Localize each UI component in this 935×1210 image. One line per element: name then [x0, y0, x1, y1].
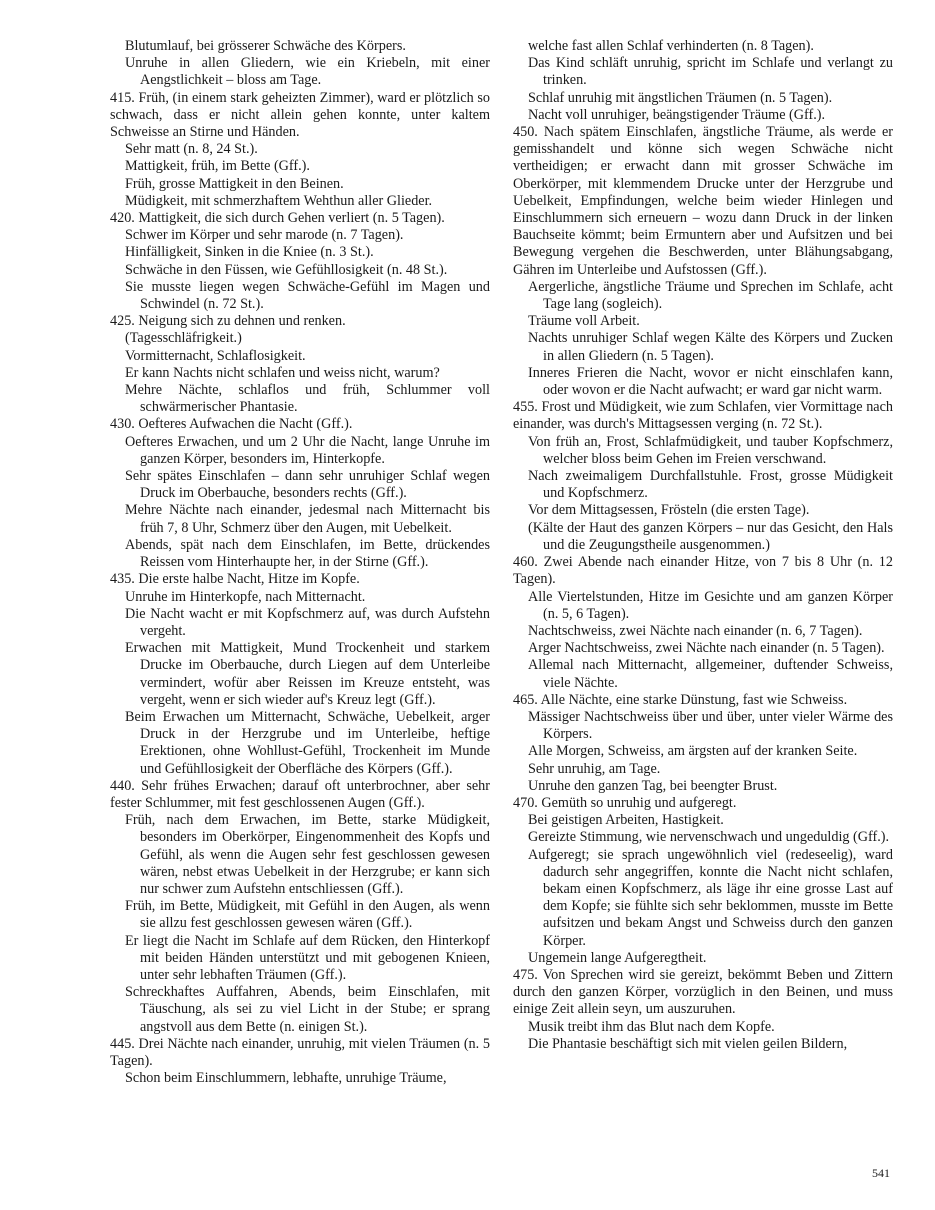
symptom-line: Das Kind schläft unruhig, spricht im Schlafe und verlangt zu trinken. — [528, 55, 893, 89]
symptom-line: Allemal nach Mitternacht, allgemeiner, duftender Schweiss, viele Nächte. — [528, 657, 893, 691]
symptom-line: Bei geistigen Arbeiten, Hastigkeit. — [528, 812, 724, 829]
page-number: 541 — [872, 1166, 890, 1180]
symptom-line: Nachts unruhiger Schlaf wegen Kälte des Körpers und Zucken in allen Gliedern (n. 5 Tagen). — [528, 330, 893, 364]
symptom-line: Schon beim Einschlummern, lebhafte, unruhige Träume, — [125, 1070, 447, 1087]
symptom-line: welche fast allen Schlaf verhinderten (n. 8 Tagen). — [528, 38, 814, 54]
symptom-line: Unruhe den ganzen Tag, bei beengter Brust. — [528, 777, 778, 794]
symptom-line: Ungemein lange Aufgeregtheit. — [528, 949, 707, 966]
symptom-line: Früh, grosse Mattigkeit in den Beinen. — [125, 175, 344, 192]
symptom-line: (Tagesschläfrigkeit.) — [125, 330, 242, 347]
numbered-entry: 455. Frost und Müdigkeit, wie zum Schlafen, vier Vormittage nach einander, was durch's Mittagsessen verging (n. 72 St.). — [513, 399, 893, 433]
symptom-line: Mehre Nächte, schlaflos und früh, Schlummer voll schwärmerischer Phantasie. — [125, 382, 490, 416]
numbered-entry: 450. Nach spätem Einschlafen, ängstliche Träume, als werde er gemisshandelt und könne sich wegen Schwäche nicht vertheidigen; er erwacht dann mit grosser Schwäche im Oberkörper, mit klemmendem Drucke unter der Herzgrube und Uebelkeit, Empfindungen, welche beim wieder Hinlegen und Einschlummern sich erneuern – wozu dann Druck in der linken Bauchseite kömmt; beim Ermuntern aber und Aufsitzen und bei Bewegung vergehen die Beschwerden, unter Blähungsabgang, Gähren im Unterleibe und Aufstossen (Gff.). — [513, 124, 893, 278]
symptom-line: Früh, nach dem Erwachen, im Bette, starke Müdigkeit, besonders im Oberkörper, Eingenommenheit des Kopfs und Gefühl, als wenn die Augen sehr fest geschlossen gewesen wären, nebst etwas Uebelkeit in der Herzgrube; er kann sich nur schwer zum Aufstehn entschliessen (Gff.). — [125, 812, 490, 897]
numbered-entry: 460. Zwei Abende nach einander Hitze, von 7 bis 8 Uhr (n. 12 Tagen). — [513, 554, 893, 588]
symptom-line: Die Phantasie beschäftigt sich mit vielen geilen Bildern, — [528, 1035, 848, 1052]
symptom-line: Inneres Frieren die Nacht, wovor er nicht einschlafen kann, oder wovon er die Nacht aufwacht; er ward gar nicht warm. — [528, 364, 893, 399]
numbered-entry: 430. Oefteres Aufwachen die Nacht (Gff.). — [110, 416, 353, 433]
numbered-entry: 475. Von Sprechen wird sie gereizt, bekömmt Beben und Zittern durch den ganzen Körper, vorzüglich in den Beinen, und muss einige Zeit allein seyn, um auszuruhen. — [513, 966, 893, 1018]
symptom-line: Mehre Nächte nach einander, jedesmal nach Mitternacht bis früh 7, 8 Uhr, Schmerz über den Augen, mit Uebelkeit. — [125, 502, 490, 536]
symptom-line: Vormitternacht, Schlaflosigkeit. — [125, 347, 306, 364]
symptom-line: Alle Morgen, Schweiss, am ärgsten auf der kranken Seite. — [528, 743, 858, 760]
symptom-line: Gereizte Stimmung, wie nervenschwach und ungeduldig (Gff.). — [528, 829, 890, 846]
symptom-line: Sehr unruhig, am Tage. — [528, 760, 661, 777]
symptom-line: Unruhe in allen Gliedern, wie ein Kriebeln, mit einer Aengstlichkeit – bloss am Tage. — [125, 55, 490, 89]
symptom-line: Müdigkeit, mit schmerzhaftem Wehthun aller Glieder. — [125, 192, 433, 209]
symptom-line: Aufgeregt; sie sprach ungewöhnlich viel (redeseelig), ward dadurch sehr angegriffen, konnte die Nacht nicht schlafen, bekam einen Kopfschmerz, als läge ihr eine grosse Last auf dem Kopfe; sie fühlte sich sehr beklommen, musste im Bette aufsitzen und bekam Angst und Schweiss durch den ganzen Körper. — [528, 846, 893, 949]
symptom-line: Arger Nachtschweiss, zwei Nächte nach einander (n. 5 Tagen). — [528, 640, 885, 657]
numbered-entry: 420. Mattigkeit, die sich durch Gehen verliert (n. 5 Tagen). — [110, 210, 445, 227]
symptom-line: Er kann Nachts nicht schlafen und weiss nicht, warum? — [125, 364, 440, 381]
symptom-line: Alle Viertelstunden, Hitze im Gesichte und am ganzen Körper (n. 5, 6 Tagen). — [528, 588, 893, 622]
right-column — [513, 38, 893, 1053]
symptom-line: Blutumlauf, bei grösserer Schwäche des Körpers. — [125, 38, 406, 54]
symptom-line: (Kälte der Haut des ganzen Körpers – nur das Gesicht, den Hals und die Zeugungstheile ausgenommen.) — [528, 519, 893, 553]
symptom-line: Schwer im Körper und sehr marode (n. 7 Tagen). — [125, 227, 404, 244]
symptom-line: Erwachen mit Mattigkeit, Mund Trockenheit und starkem Drucke im Oberbauche, durch Liegen auf dem Unterleibe vermindert, wofür aber Reissen im Kreuze entsteht, was vergeht, wenn er sich wieder auf's Kreuz legt (Gff.). — [125, 640, 490, 708]
symptom-line: Unruhe im Hinterkopfe, nach Mitternacht. — [125, 588, 366, 605]
symptom-line: Vor dem Mittagsessen, Frösteln (die ersten Tage). — [528, 502, 810, 519]
numbered-entry: 440. Sehr frühes Erwachen; darauf oft unterbrochner, aber sehr fester Schlummer, mit fest geschlossenen Augen (Gff.). — [110, 777, 490, 811]
symptom-line: Sehr spätes Einschlafen – dann sehr unruhiger Schlaf wegen Druck im Oberbauche, besonders rechts (Gff.). — [125, 468, 490, 502]
numbered-entry: 415. Früh, (in einem stark geheizten Zimmer), ward er plötzlich so schwach, dass er nicht allein gehen konnte, unter kaltem Schweisse an Stirne und Händen. — [110, 89, 490, 141]
symptom-line: Mattigkeit, früh, im Bette (Gff.). — [125, 158, 310, 175]
symptom-line: Musik treibt ihm das Blut nach dem Kopfe. — [528, 1018, 775, 1035]
symptom-line: Beim Erwachen um Mitternacht, Schwäche, Uebelkeit, arger Druck in der Herzgrube und im Unterleibe, heftige Erektionen, ohne Wohllust-Gefühl, Trockenheit im Munde und Gefühllosigkeit der Oberfläche des Körpers (Gff.). — [125, 708, 490, 777]
symptom-line: Träume voll Arbeit. — [528, 313, 640, 330]
symptom-line: Hinfälligkeit, Sinken in die Kniee (n. 3 St.). — [125, 244, 374, 261]
symptom-line: Aergerliche, ängstliche Träume und Sprechen im Schlafe, acht Tage lang (sogleich). — [528, 278, 893, 313]
symptom-line: Mässiger Nachtschweiss über und über, unter vieler Wärme des Körpers. — [528, 708, 893, 743]
numbered-entry: 465. Alle Nächte, eine starke Dünstung, fast wie Schweiss. — [513, 691, 848, 708]
numbered-entry: 425. Neigung sich zu dehnen und renken. — [110, 313, 346, 330]
symptom-line: Nach zweimaligem Durchfallstuhle. Frost, grosse Müdigkeit und Kopfschmerz. — [528, 468, 893, 502]
symptom-line: Abends, spät nach dem Einschlafen, im Bette, drückendes Reissen vom Hinterhaupte her, in der Stirne (Gff.). — [125, 536, 490, 571]
numbered-entry: 445. Drei Nächte nach einander, unruhig, mit vielen Träumen (n. 5 Tagen). — [110, 1035, 490, 1069]
symptom-line: Die Nacht wacht er mit Kopfschmerz auf, was durch Aufstehn vergeht. — [125, 605, 490, 639]
numbered-entry: 435. Die erste halbe Nacht, Hitze im Kopfe. — [110, 571, 360, 588]
symptom-line: Sie musste liegen wegen Schwäche-Gefühl im Magen und Schwindel (n. 72 St.). — [125, 278, 490, 313]
symptom-line: Früh, im Bette, Müdigkeit, mit Gefühl in den Augen, als wenn sie allzu fest geschlossen gewesen wären (Gff.). — [125, 898, 490, 932]
left-column — [110, 38, 490, 1087]
symptom-line: Er liegt die Nacht im Schlafe auf dem Rücken, den Hinterkopf mit beiden Händen unterstützt und mit gebogenen Knieen, unter sehr lebhaften Träumen (Gff.). — [125, 932, 490, 983]
symptom-line: Nachtschweiss, zwei Nächte nach einander (n. 6, 7 Tagen). — [528, 622, 863, 639]
symptom-line: Oefteres Erwachen, und um 2 Uhr die Nacht, lange Unruhe im ganzen Körper, besonders im, Hinterkopfe. — [125, 433, 490, 467]
symptom-line: Schwäche in den Füssen, wie Gefühllosigkeit (n. 48 St.). — [125, 261, 448, 278]
symptom-line: Sehr matt (n. 8, 24 St.). — [125, 141, 258, 158]
symptom-line: Schreckhaftes Auffahren, Abends, beim Einschlafen, mit Täuschung, als sei zu viel Licht in der Stube; er sprang angstvoll aus dem Bette (n. einigen St.). — [125, 984, 490, 1035]
symptom-line: Von früh an, Frost, Schlafmüdigkeit, und tauber Kopfschmerz, welcher bloss beim Gehen im Freien verschwand. — [528, 433, 893, 467]
symptom-line: Schlaf unruhig mit ängstlichen Träumen (n. 5 Tagen). — [528, 89, 833, 106]
symptom-line: Nacht voll unruhiger, beängstigender Träume (Gff.). — [528, 106, 826, 123]
numbered-entry: 470. Gemüth so unruhig und aufgeregt. — [513, 794, 737, 811]
